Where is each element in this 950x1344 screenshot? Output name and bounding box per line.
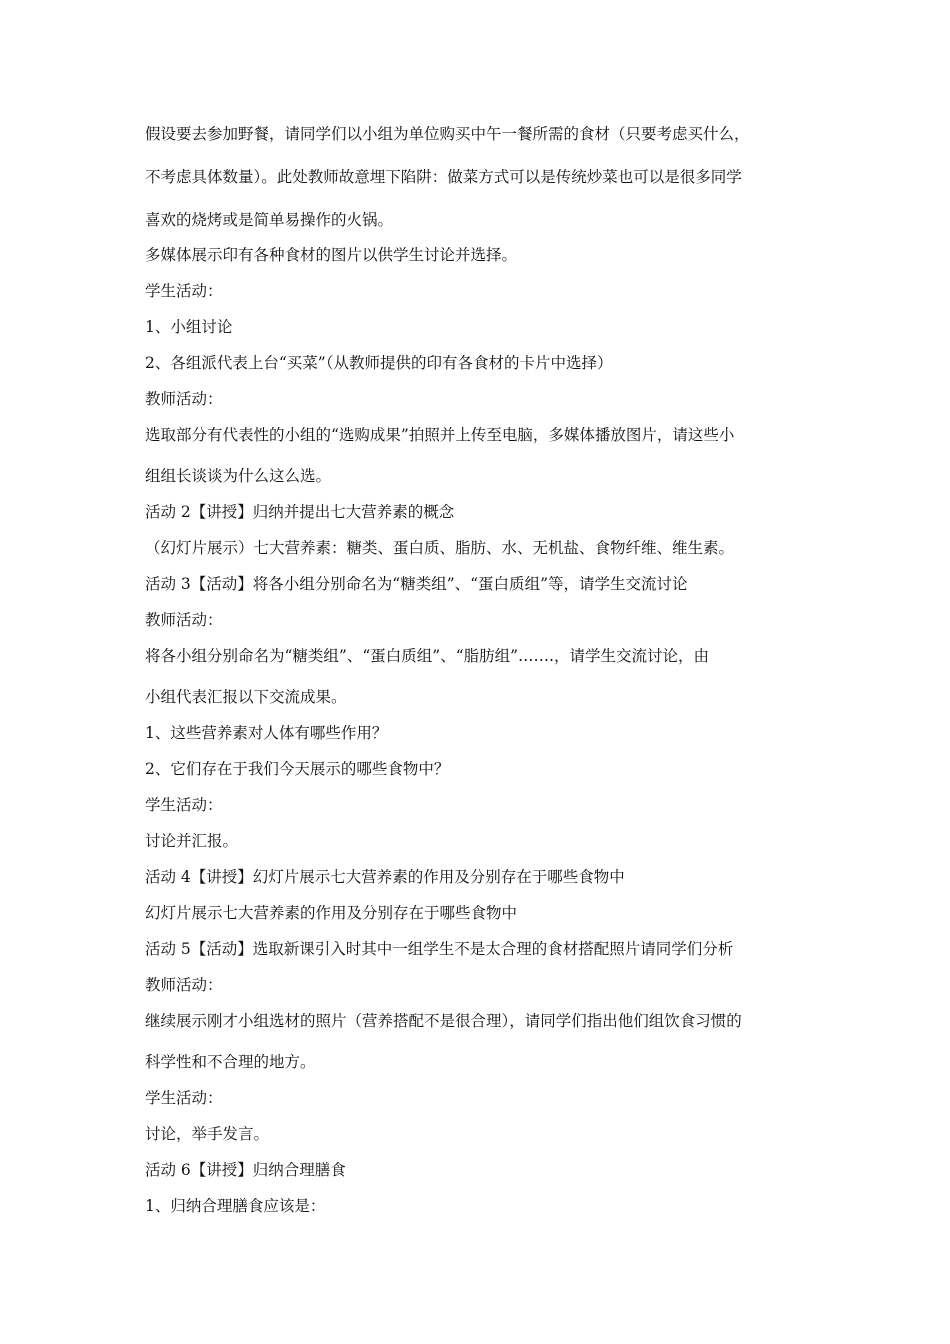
section-label: 教师活动： [145, 390, 223, 408]
list-item: 1、这些营养素对人体有哪些作用？ [145, 724, 388, 742]
paragraph-line: 多媒体展示印有各种食材的图片以供学生讨论并选择。 [145, 246, 518, 264]
paragraph-line: 讨论并汇报。 [145, 832, 239, 850]
paragraph-line: 选取部分有代表性的小组的“选购成果”拍照并上传至电脑，多媒体播放图片，请这些小 [145, 426, 735, 444]
paragraph-line: 科学性和不合理的地方。 [145, 1053, 316, 1071]
list-item: 1、小组讨论 [145, 318, 233, 336]
activity-heading: 活动 2【讲授】归纳并提出七大营养素的概念 [145, 503, 455, 521]
activity-heading: 活动 5【活动】选取新课引入时其中一组学生不是太合理的食材搭配照片请同学们分析 [145, 940, 734, 958]
paragraph-line: 讨论，举手发言。 [145, 1125, 270, 1143]
section-label: 教师活动： [145, 611, 223, 629]
paragraph-line: （幻灯片展示）七大营养素：糖类、蛋白质、脂肪、水、无机盐、食物纤维、维生素。 [145, 539, 735, 557]
activity-heading: 活动 4【讲授】幻灯片展示七大营养素的作用及分别存在于哪些食物中 [145, 868, 625, 886]
activity-heading: 活动 3【活动】将各小组分别命名为“糖类组”、“蛋白质组”等，请学生交流讨论 [145, 575, 688, 593]
section-label: 学生活动： [145, 282, 223, 300]
paragraph-line: 假设要去参加野餐，请同学们以小组为单位购买中午一餐所需的食材（只要考虑买什么， [145, 125, 750, 143]
paragraph-line: 不考虑具体数量）。此处教师故意埋下陷阱：做菜方式可以是传统炒菜也可以是很多同学 [145, 168, 742, 186]
paragraph-line: 继续展示刚才小组选材的照片（营养搭配不是很合理），请同学们指出他们组饮食习惯的 [145, 1012, 742, 1030]
section-label: 学生活动： [145, 796, 223, 814]
list-item: 2、各组派代表上台“买菜”（从教师提供的印有各食材的卡片中选择） [145, 354, 613, 372]
paragraph-line: 喜欢的烧烤或是简单易操作的火锅。 [145, 211, 394, 229]
activity-heading: 活动 6【讲授】归纳合理膳食 [145, 1161, 346, 1179]
list-item: 2、它们存在于我们今天展示的哪些食物中？ [145, 760, 450, 778]
paragraph-line: 小组代表汇报以下交流成果。 [145, 688, 347, 706]
section-label: 学生活动： [145, 1089, 223, 1107]
paragraph-line: 将各小组分别命名为“糖类组”、“蛋白质组”、“脂肪组”…….，请学生交流讨论，由 [145, 647, 709, 665]
paragraph-line: 幻灯片展示七大营养素的作用及分别存在于哪些食物中 [145, 904, 518, 922]
section-label: 教师活动： [145, 976, 223, 994]
paragraph-line: 组组长谈谈为什么这么选。 [145, 467, 332, 485]
list-item: 1、归纳合理膳食应该是： [145, 1197, 326, 1215]
